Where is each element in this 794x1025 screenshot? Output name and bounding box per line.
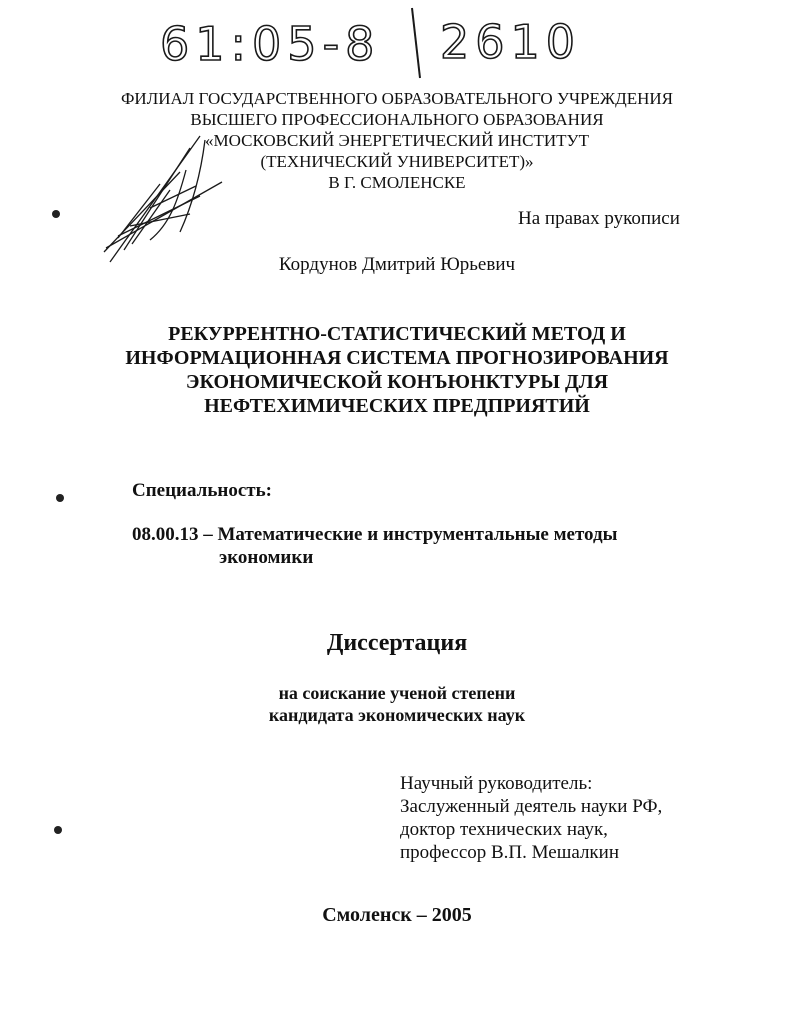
advisor-line: доктор технических наук, <box>400 819 608 840</box>
title-line: ИНФОРМАЦИОННАЯ СИСТЕМА ПРОГНОЗИРОВАНИЯ <box>125 347 669 369</box>
title-line: ЭКОНОМИЧЕСКОЙ КОНЪЮНКТУРЫ ДЛЯ <box>185 371 609 393</box>
specialty-code-line: 08.00.13 – Математические и инструментальные методы <box>132 524 618 545</box>
degree-line: кандидата экономических наук <box>268 705 526 725</box>
scientific-advisor <box>400 772 662 864</box>
advisor-line: профессор В.П. Мешалкин <box>400 842 620 863</box>
institution-line: (ТЕХНИЧЕСКИЙ УНИВЕРСИТЕТ)» <box>260 152 534 171</box>
archive-divider-stroke <box>412 8 420 78</box>
title-line: НЕФТЕХИМИЧЕСКИХ ПРЕДПРИЯТИЙ <box>204 395 590 417</box>
specialty-continuation: экономики <box>219 547 314 568</box>
institution-header <box>0 88 794 193</box>
dissertation-title <box>0 322 794 418</box>
handwritten-archive-code <box>160 8 581 78</box>
specialty-label: Специальность: <box>132 480 272 501</box>
punch-hole-2 <box>56 494 64 502</box>
archive-code-right: 2610 <box>440 15 582 69</box>
advisor-line: Заслуженный деятель науки РФ, <box>400 796 663 817</box>
degree-statement <box>0 682 794 726</box>
document-type: Диссертация <box>326 630 468 656</box>
city-year: Смоленск – 2005 <box>322 904 472 926</box>
punch-hole-3 <box>54 826 62 834</box>
institution-line: ФИЛИАЛ ГОСУДАРСТВЕННОГО ОБРАЗОВАТЕЛЬНОГО УЧРЕЖДЕНИЯ <box>120 89 673 108</box>
archive-code-left: 61:05-8 <box>160 17 381 71</box>
institution-line: «МОСКОВСКИЙ ЭНЕРГЕТИЧЕСКИЙ ИНСТИТУТ <box>205 131 589 150</box>
punch-hole-1 <box>52 210 60 218</box>
title-line: РЕКУРРЕНТНО-СТАТИСТИЧЕСКИЙ МЕТОД И <box>168 323 626 345</box>
advisor-line: Научный руководитель: <box>400 773 593 794</box>
degree-line: на соискание ученой степени <box>278 683 516 703</box>
institution-line: ВЫСШЕГО ПРОФЕССИОНАЛЬНОГО ОБРАЗОВАНИЯ <box>190 110 604 129</box>
rights-note: На правах рукописи <box>518 208 680 229</box>
author-name: Кордунов Дмитрий Юрьевич <box>278 254 516 275</box>
institution-line: В Г. СМОЛЕНСКЕ <box>328 173 466 192</box>
